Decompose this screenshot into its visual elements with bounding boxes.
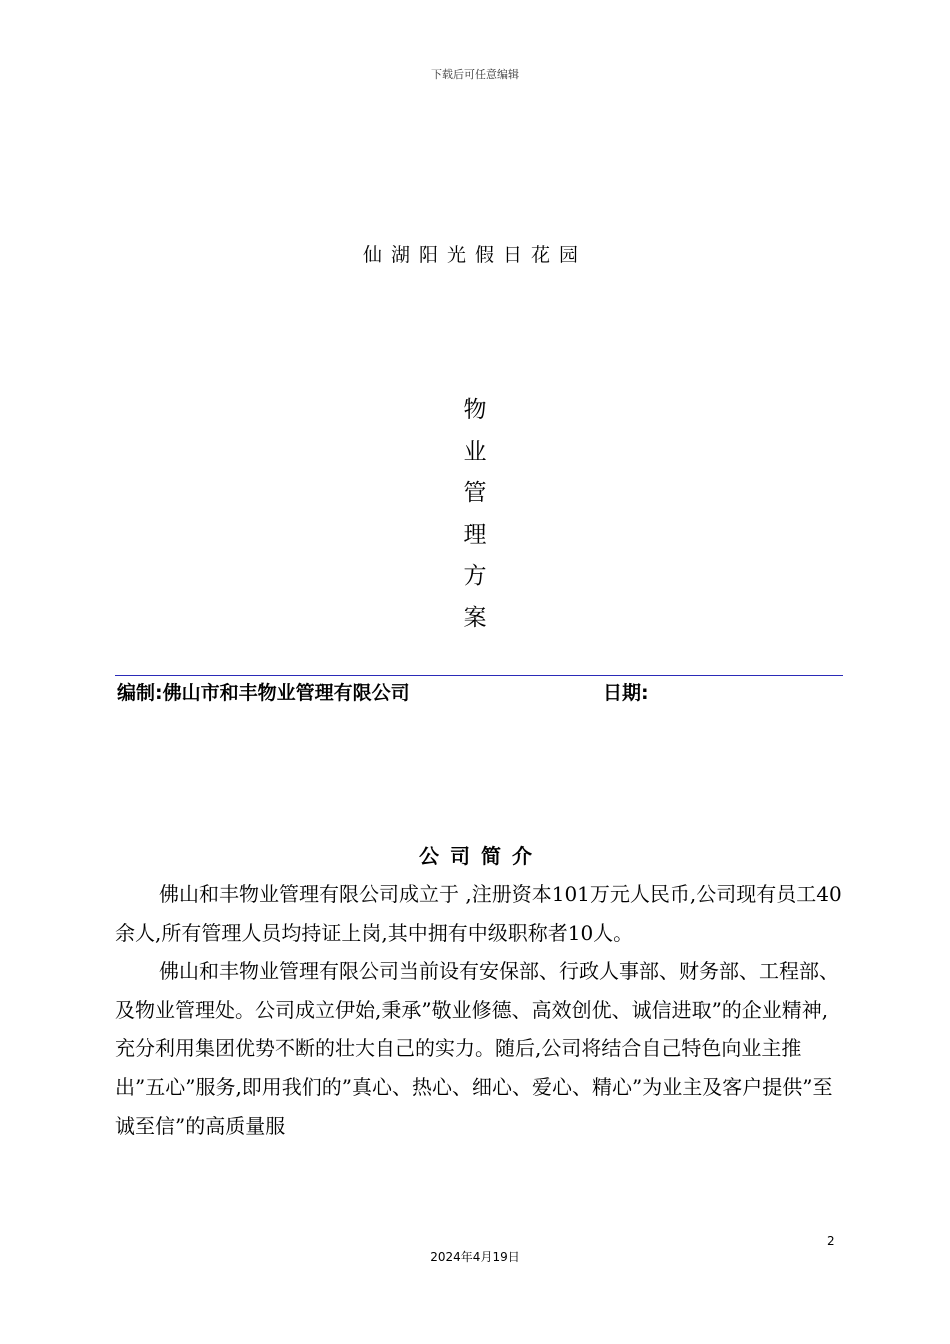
intro-body xyxy=(115,875,843,1145)
title-char: 方 xyxy=(463,563,487,589)
title-char: 物 xyxy=(463,397,487,423)
project-name: 仙湖阳光假日花园 xyxy=(362,244,587,266)
page-number: 2 xyxy=(827,1234,835,1248)
section-heading: 公司简介 xyxy=(419,844,543,868)
document-title xyxy=(455,390,495,639)
title-char: 理 xyxy=(463,521,487,548)
divider-line xyxy=(115,675,843,676)
date-label: 日期: xyxy=(603,682,649,704)
title-char: 案 xyxy=(463,604,487,631)
paragraph: 佛山和丰物业管理有限公司成立于 ,注册资本101万元人民币,公司现有员工40余人,所有管理人员均持证上岗,其中拥有中级职称者10人。 xyxy=(115,882,842,945)
header-note: 下载后可任意编辑 xyxy=(431,68,519,81)
footer-date: 2024年4月19日 xyxy=(430,1250,520,1264)
title-char: 管 xyxy=(463,480,487,506)
compiler-label: 编制:佛山市和丰物业管理有限公司 xyxy=(117,682,410,704)
title-char: 业 xyxy=(463,438,487,465)
paragraph: 佛山和丰物业管理有限公司当前设有安保部、行政人事部、财务部、工程部、及物业管理处。公司成立伊始,秉承”敬业修德、高效创优、诚信进取”的企业精神,充分利用集团优势不断的壮大自己的实力。随后,公司将结合自己特色向业主推出”五心”服务,即用我们的”真心、热心、细心、爱心、精心”为业主及客户提供”至诚至信”的高质量服 xyxy=(115,959,839,1138)
